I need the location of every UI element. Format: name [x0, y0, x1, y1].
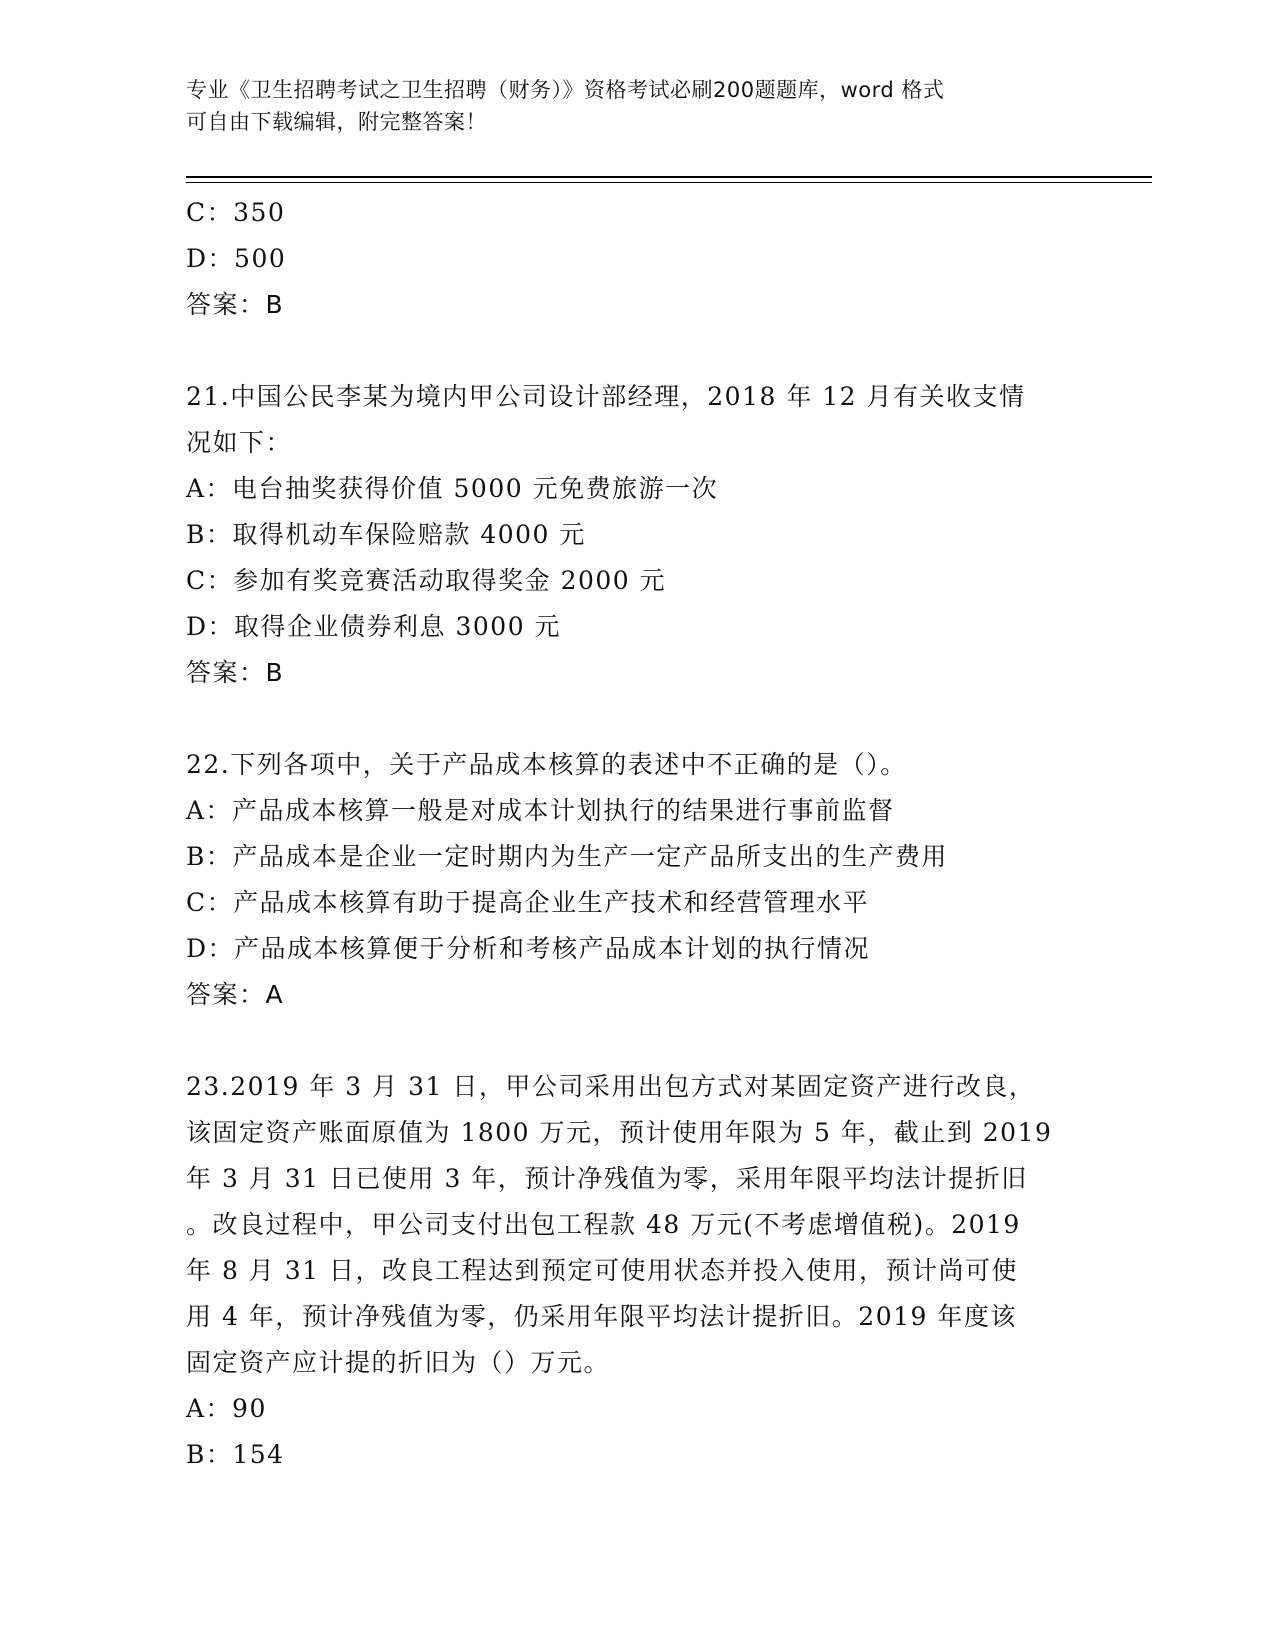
- question-21-answer: 答案：B: [186, 658, 285, 687]
- question-22-option-d: D：产品成本核算便于分析和考核产品成本计划的执行情况: [186, 934, 871, 963]
- question-22-option-a: A：产品成本核算一般是对成本计划执行的结果进行事前监督: [186, 796, 895, 825]
- question-21-option-a: A：电台抽奖获得价值 5000 元免费旅游一次: [186, 474, 719, 503]
- option-d: D：500: [186, 244, 287, 273]
- spacer: [186, 1018, 1086, 1064]
- question-23-option-a: A：90: [186, 1394, 267, 1423]
- question-23-text-2: 该固定资产账面原值为 1800 万元，预计使用年限为 5 年，截止到 2019: [186, 1118, 1053, 1147]
- header-rule-thick: [186, 176, 1152, 178]
- spacer: [186, 696, 1086, 742]
- question-21-option-b: B：取得机动车保险赔款 4000 元: [186, 520, 586, 549]
- spacer: [186, 328, 1086, 374]
- header-title-line-1: 专业《卫生招聘考试之卫生招聘（财务）》资格考试必刷200题题库，word 格式: [186, 78, 945, 102]
- question-22-answer: 答案：A: [186, 980, 285, 1009]
- question-21-option-d: D：取得企业债券利息 3000 元: [186, 612, 562, 641]
- question-22-option-c: C：产品成本核算有助于提高企业生产技术和经营管理水平: [186, 888, 870, 917]
- question-21-text-2: 况如下：: [186, 428, 293, 457]
- question-23-text-7: 固定资产应计提的折旧为（）万元。: [186, 1348, 611, 1377]
- question-22-text-1: 22.下列各项中，关于产品成本核算的表述中不正确的是（）。: [186, 750, 907, 779]
- page-header: [186, 74, 1086, 138]
- question-23-text-5: 年 8 月 31 日，改良工程达到预定可使用状态并投入使用，预计尚可使: [186, 1256, 1019, 1285]
- question-content: [186, 190, 1086, 1478]
- option-c: C：350: [186, 198, 286, 227]
- answer: 答案：B: [186, 290, 285, 319]
- question-23-text-1: 23.2019 年 3 月 31 日，甲公司采用出包方式对某固定资产进行改良，: [186, 1072, 1036, 1101]
- question-21-text-1: 21.中国公民李某为境内甲公司设计部经理，2018 年 12 月有关收支情: [186, 382, 1026, 411]
- question-21-option-c: C：参加有奖竞赛活动取得奖金 2000 元: [186, 566, 667, 595]
- question-23-text-4: 。改良过程中，甲公司支付出包工程款 48 万元(不考虑增值税)。2019: [186, 1210, 1021, 1239]
- question-23-option-b: B：154: [186, 1440, 285, 1469]
- header-rule-thin: [186, 182, 1152, 183]
- question-23-text-6: 用 4 年，预计净残值为零，仍采用年限平均法计提折旧。2019 年度该: [186, 1302, 1017, 1331]
- question-23-text-3: 年 3 月 31 日已使用 3 年，预计净残值为零，采用年限平均法计提折旧: [186, 1164, 1028, 1193]
- question-22-option-b: B：产品成本是企业一定时期内为生产一定产品所支出的生产费用: [186, 842, 948, 871]
- header-title-line-2: 可自由下载编辑，附完整答案！: [186, 110, 487, 134]
